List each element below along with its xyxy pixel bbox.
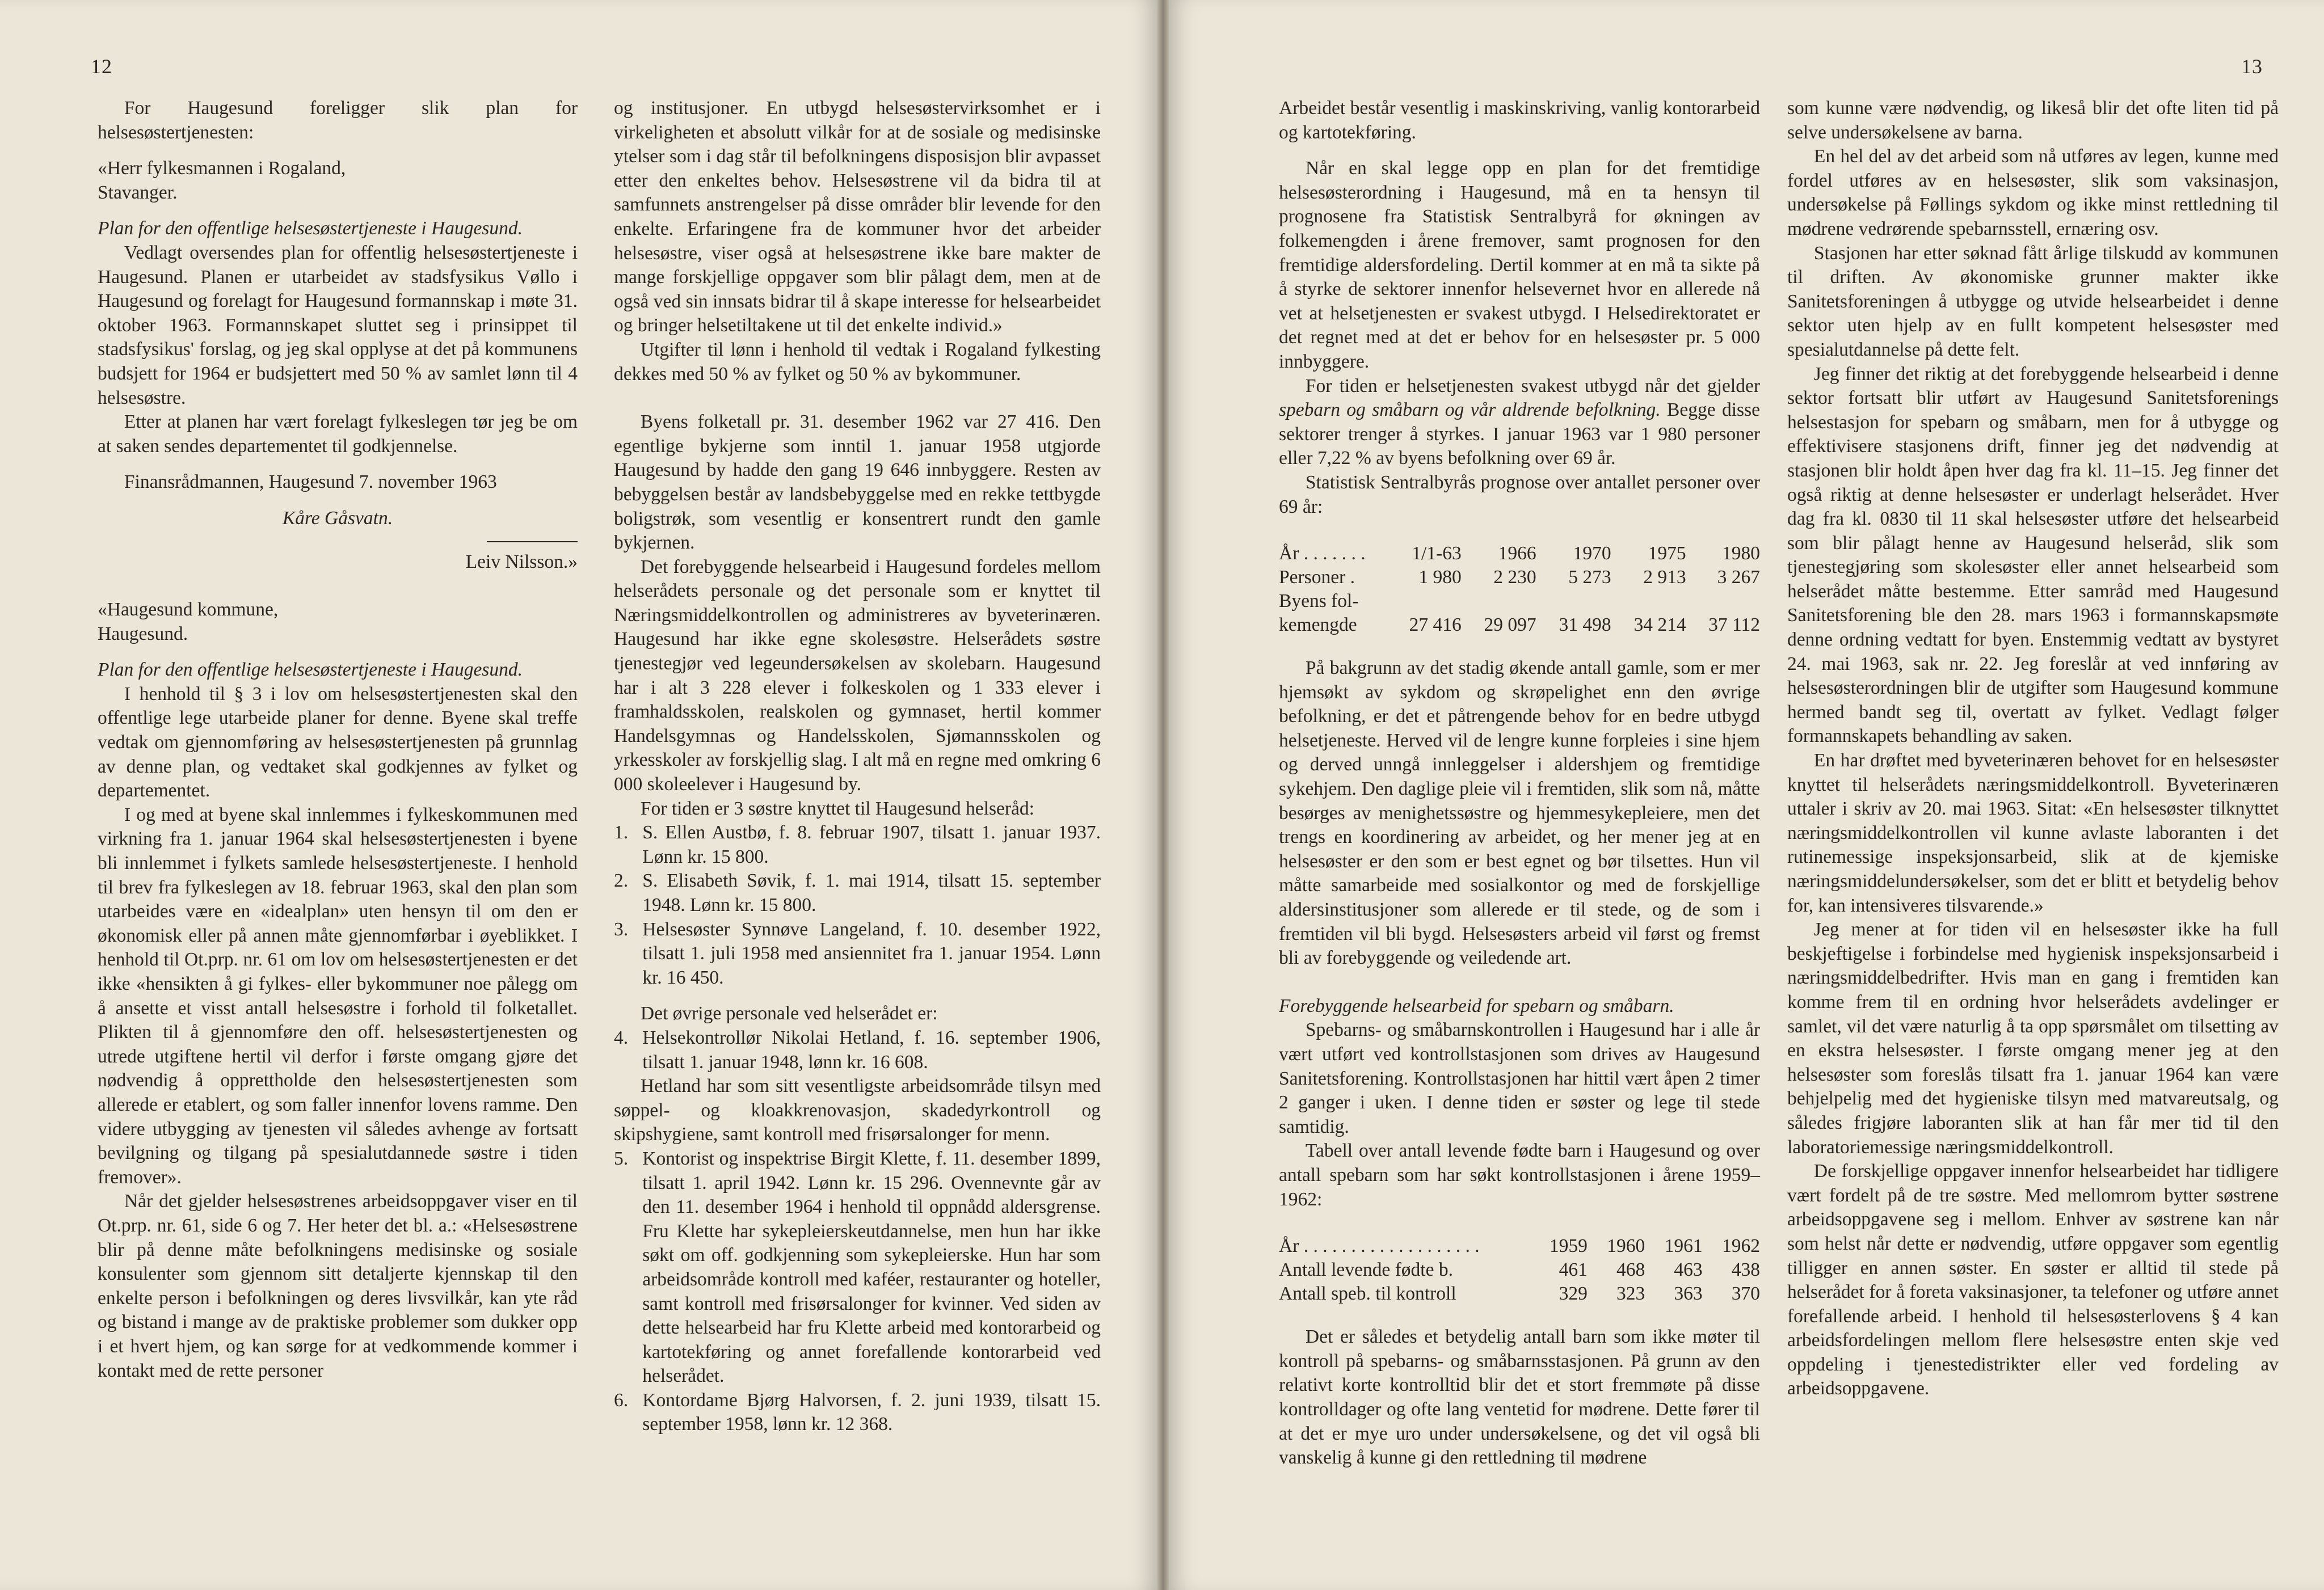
- paragraph: og institusjoner. En utbygd helsesøstervirksomhet er i virkeligheten et absolutt vilkår for at de sosiale og medisinske ytelser som i dag står til befolkningens disposisjon blir avpasset etter den enkeltes behov. Helsesøstrene vil da bidra til at samfunnets anstrengelser på disse områder blir levende for den enkelte. Erfaringene fra de kommuner hvor det arbeider helsesøstre, viser også at helsesøstrene ikke bare makter de mange forskjellige oppgaver som blir pålagt dem, men at de også ved sin innsats bidrar til å skape interesse for helsearbeidet og bringer helsetiltakene ut til det enkelte individ.»: [614, 98, 1101, 336]
- table-row: År . . . . . . . 1/1-63 1966 1970 1975 1980: [1279, 543, 1760, 564]
- staff-list: [614, 1026, 1101, 1074]
- paragraph: Det øvrige personale ved helserådet er:: [640, 1003, 938, 1024]
- paragraph: Spebarns- og småbarnskontrollen i Haugesund har i alle år vært utført ved kontrollstasjonen som drives av Haugesund Sanitetsforening. Kontrollstasjonen har hittil vært åpen 2 timer 2 ganger i uken. I denne tiden er søster og lege til stede samtidig.: [1279, 1019, 1760, 1137]
- list-item: 6. Kontordame Bjørg Halvorsen, f. 2. juni 1939, tilsatt 15. september 1958, lønn kr. 12 368.: [614, 1389, 1101, 1435]
- signature-rule: [487, 541, 578, 542]
- paragraph: Når det gjelder helsesøstrenes arbeidsoppgaver viser en til Ot.prp. nr. 61, side 6 og 7. Her heter det bl. a.: «Helsesøstrene blir på denne måte befolkningens medisinske og sosiale konsulenter som gjennom sitt detaljerte kjennskap til den enkelte person i befolkningen og deres livsvilkår, kan yte råd og bistand i mange av de praktiske problemer som dukker opp i et hvert hjem, og kan sørge for at vedkommende kommer i kontakt med de rette personer: [98, 1191, 578, 1381]
- address-line: Stavanger.: [98, 182, 178, 203]
- address-line: Haugesund.: [98, 623, 188, 644]
- paragraph: En har drøftet med byveterinæren behovet for en helsesøster knyttet til helserådets næringsmiddelkontroll. Byveterinæren uttaler i skriv av 20. mai 1963. Sitat: «En helsesøster tilknyttet næringsmiddelkontrollen vil kunne avlaste laboranten i det rutinemessige inspeksjonsarbeid, slik at de kjemiske næringsmiddelundersøkelser, som det er blitt et betydelig behov for, kan intensiveres tilsvarende.»: [1787, 750, 2279, 916]
- paragraph: På bakgrunn av det stadig økende antall gamle, som er mer hjemsøkt av sykdom og skrøpelighet enn den øvrige befolkning, er det et påtrengende behov for en bedre utbygd helsetjeneste. Herved vil de lengre kunne forpleies i sine hjem og derved unngå innleggelser i aldershjem og fremtidige sykehjem. Den daglige pleie vil i fremtiden, slik som nå, måtte besørges av menighetssøstre og hjemmesykepleiere, men det trengs en koordinering av arbeidet, og her mener jeg at en helsesøster er den som er best egnet og bør tilsettes. Hun vil måtte samarbeide med sosialkontor og med de forskjellige aldersinstitusjoner som allerede er til stede, og de som i fremtiden vil bli bygd. Helsesøsters arbeid vil først og fremst bli av forebyggende og veiledende art.: [1279, 657, 1760, 969]
- signature: Kåre Gåsvatn.: [282, 507, 393, 529]
- signature: Leiv Nilsson.»: [465, 551, 578, 572]
- section-heading: Forebyggende helsearbeid for spebarn og småbarn.: [1279, 995, 1674, 1017]
- text-column: [1279, 96, 1760, 1470]
- paragraph: Jeg finner det riktig at det forebyggende helsearbeid i denne sektor fortsatt blir utført av Haugesund Sanitetsforenings helsestasjon for spebarn og småbarn, men for å utbygge og effektivisere stasjonens drift, finner jeg det nødvendig at stasjonen blir holdt åpen hver dag fra kl. 11–15. Jeg finner det også riktig at denne helsesøster er underlagt helserådet. Hver dag fra kl. 0830 til 11 skal helsesøster utføre det helsearbeid som blir pålagt henne av Haugesund helseråd, slik som tjenestegjøring som skolesøster eller annet helsearbeid som helserådet måtte bestemme. Etter samråd med Haugesund Sanitetsforening ble den 28. mars 1963 i formannskapsmøte denne ordning vedtatt for byen. Enstemmig vedtatt av bystyret 24. mai 1963, sak nr. 22. Jeg foreslår at ved innføring av helsesøsterordningen blir de utgifter som Haugesund kommune hermed bandt seg til, overtatt av fylket. Vedlagt følger formannskapets behandling av saken.: [1787, 363, 2279, 747]
- paragraph: I henhold til § 3 i lov om helsesøstertjenesten skal den offentlige lege utarbeide planer for denne. Byene skal treffe vedtak om gjennomføring av helsesøstertjenesten på grunnlag av denne plan, og vedtaket skal godkjennes av fylket og departementet.: [98, 683, 578, 802]
- paragraph: Etter at planen har vært forelagt fylkeslegen tør jeg be om at saken sendes departementet til godkjennelse.: [98, 411, 578, 457]
- paragraph: Det er således et betydelig antall barn som ikke møter til kontroll på spebarns- og småbarnsstasjonen. På grunn av den relativt korte kontrolltid blir det et stort fremmøte på disse kontrolldager og ofte lang ventetid for mødrene. Dette fører til at det er mye uro under undersøkelsene, og det vil også bli vanskelig å kunne gi den rettledning til mødrene: [1279, 1326, 1760, 1469]
- text-column: [1787, 96, 2279, 1401]
- paragraph: Stasjonen har etter søknad fått årlige tilskudd av kommunen til driften. Av økonomiske grunner makter ikke Sanitetsforeningen å utbygge og utvide helsearbeidet i denne sektor uten hjelp av en fullt kompetent helsesøster med spesialutdannelse på dette felt.: [1787, 242, 2279, 360]
- right-page: [1169, 0, 2324, 1590]
- paragraph: I og med at byene skal innlemmes i fylkeskommunen med virkning fra 1. januar 1964 skal helsesøstertjenesten i byene bli innlemmet i fylkets samlede helsesøstertjeneste. I henhold til brev fra fylkeslegen av 18. februar 1963, skal den plan som utarbeides være en «idealplan» uten hensyn til om den er økonomisk eller på annen måte gjennomførbar i øyeblikket. I henhold til Ot.prp. nr. 61 om lov om helsesøstertjenesten er det ikke «hensikten å gi fylkes- eller bykommuner noe pålegg om å ansette et visst antall helsesøstre i forhold til folketallet. Plikten til å gjennomføre den off. helsesøstertjenesten og utrede utgiftene hertil vil derfor i første omgang gjøre det nødvendig å opprettholde den helsesøstertjenesten som allerede er etablert, og som faller innenfor lovens ramme. Den videre utbygging av tjenesten vil således avhenge av fortsatt bevilgning og tilgang på spesialutdannede søstre i tiden fremover».: [98, 804, 578, 1188]
- table-row: År . . . . . . . . . . . . . . . . . . . 1959 1960 1961 1962: [1279, 1235, 1760, 1257]
- paragraph: For tiden er helsetjenesten svakest utbygd når det gjelder spebarn og småbarn og vår aldrende befolkning. Begge disse sektorer trenger å styrkes. I januar 1963 var 1 980 personer eller 7,22 % av byens befolkning over 69 år.: [1279, 375, 1760, 469]
- table-row: Personer . 1 980 2 230 5 273 2 913 3 267: [1279, 567, 1760, 588]
- paragraph: For Haugesund foreligger slik plan for helsesøstertjenesten:: [98, 98, 578, 143]
- population-table: [1279, 542, 1760, 637]
- table-row: kemengde 27 416 29 097 31 498 34 214 37 112: [1279, 614, 1760, 636]
- address-line: «Herr fylkesmannen i Rogaland,: [98, 158, 346, 179]
- paragraph: Hetland har som sitt vesentligste arbeidsområde tilsyn med søppel- og kloakkrenovasjon, skadedyrkontroll og skipshygiene, samt kontroll med frisørsalonger for menn.: [614, 1076, 1101, 1145]
- paragraph: Jeg mener at for tiden vil en helsesøster ikke ha full beskjeftigelse i forbindelse med hygienisk inspeksjonsarbeid i næringsmiddelbedrifter. Hvis man en gang i fremtiden kan komme frem til en ordning hvor helserådets avdelinger er samlet, vil det være naturlig å ta opp spørsmålet om tilsetting av en ekstra helsesøster. I første omgang mener jeg at den helsesøster som foreslås tilsatt fra 1. januar 1964 kan være behjelpelig med det hygieniske tilsyn med matvareutsalg, og således frigjøre laboranten slik at han får mer tid til den laboratoriemessige næringsmiddelkontroll.: [1787, 919, 2279, 1158]
- paragraph: som kunne være nødvendig, og likeså blir det ofte liten tid på selve undersøkelsene av barna.: [1787, 98, 2279, 143]
- paragraph: Det forebyggende helsearbeid i Haugesund fordeles mellom helserådets personale og det personale som er knyttet til Næringsmiddelkontrollen og administreres av byveterinæren. Haugesund har ikke egne skolesøstre. Helserådets søstre tjenestegjør ved legeundersøkelsen av skolebarn. Haugesund har i alt 3 228 elever i folkeskolen og 1 333 elever i framhaldsskolen, realskolen og gymnaset, hertil kommer Handelsgymnas og Handelsskolen, Sjømannsskolen og yrkesskoler av forskjellig slag. I alt må en regne med omkring 6 000 skoleelever i Haugesund by.: [614, 556, 1101, 795]
- births-table: [1279, 1234, 1760, 1306]
- list-item: 1. S. Ellen Austbø, f. 8. februar 1907, tilsatt 1. januar 1937. Lønn kr. 15 800.: [614, 822, 1101, 867]
- address-line: «Haugesund kommune,: [98, 599, 279, 621]
- list-item: 5. Kontorist og inspektrise Birgit Klette, f. 11. desember 1899, tilsatt 1. april 1942. Lønn kr. 15 296. Ovennevnte går av den 11. desember 1964 i henhold til oppnådd aldersgrense. Fru Klette har sykepleierskeutdannelse, men hun har ikke søkt om off. godkjenning som sykepleierske. Hun har som arbeidsområde kontroll med kaféer, restauranter og hoteller, samt kontroll med frisørsalonger for kvinner. Ved siden av dette helsearbeid har fru Klette arbeid med kontorarbeid og kartotekføring og annet forefallende kontorarbeid ved helserådet.: [614, 1148, 1101, 1387]
- staff-list: [614, 821, 1101, 990]
- staff-list: [614, 1147, 1101, 1437]
- book-gutter: [1157, 0, 1169, 1590]
- table-row: Byens fol-: [1279, 591, 1359, 612]
- text-column: [98, 96, 578, 1383]
- left-page: [0, 0, 1157, 1590]
- page-number: 13: [2241, 55, 2263, 78]
- page-number: 12: [91, 55, 112, 78]
- table-row: Antall speb. til kontroll 329 323 363 370: [1279, 1283, 1760, 1305]
- paragraph: For tiden er 3 søstre knyttet til Haugesund helseråd:: [640, 798, 1034, 819]
- list-item: 2. S. Elisabeth Søvik, f. 1. mai 1914, tilsatt 15. september 1948. Lønn kr. 15 800.: [614, 870, 1101, 916]
- paragraph: Tabell over antall levende fødte barn i Haugesund og over antall spebarn som har søkt kontrollstasjonen i årene 1959–1962:: [1279, 1140, 1760, 1210]
- plan-title: Plan for den offentlige helsesøstertjeneste i Haugesund.: [98, 659, 523, 681]
- table-row: Antall levende fødte b. 461 468 463 438: [1279, 1259, 1760, 1281]
- paragraph: Statistisk Sentralbyrås prognose over antallet personer over 69 år:: [1279, 471, 1760, 517]
- list-item: 4. Helsekontrollør Nikolai Hetland, f. 16. september 1906, tilsatt 1. januar 1948, lønn kr. 16 608.: [614, 1027, 1101, 1073]
- date-line: Finansrådmannen, Haugesund 7. november 1963: [124, 471, 497, 493]
- paragraph: En hel del av det arbeid som nå utføres av legen, kunne med fordel utføres av en helsesøster, slik som vaksinasjon, undersøkelse på Føllings sykdom og ikke minst rettledning til mødrene vedrørende spebarnsstell, ernæring osv.: [1787, 146, 2279, 239]
- paragraph: De forskjellige oppgaver innenfor helsearbeidet har tidligere vært fordelt på de tre søstre. Med mellomrom bytter søstrene arbeidsoppgavene seg i mellom. Enhver av søstrene kan når som helst når dette er nødvendig, utføre oppgaver som egentlig tilligger en annen søster. En søster er alltid til stede på helserådet for å foreta vaksinasjoner, ta telefoner og utføre annet forefallende arbeid. I henhold til helsesøsterlovens § 4 kan arbeidsfordelingen mellom flere helsesøstre enten skje ved oppdeling i tjenestedistrikter eller ved fordeling av arbeidsoppgavene.: [1787, 1161, 2279, 1399]
- paragraph: Arbeidet består vesentlig i maskinskriving, vanlig kontorarbeid og kartotekføring.: [1279, 98, 1760, 143]
- paragraph: Når en skal legge opp en plan for det fremtidige helsesøsterordning i Haugesund, må en ta hensyn til prognosene fra Statistisk Sentralbyrå for økningen av folkemengden i årene fremover, samt prognosen for den fremtidige aldersfordeling. Dertil kommer at en må ta sikte på å styrke de sektorer innenfor helsevernet hvor en allerede nå vet at helsetjenesten er svakest utbygd. I Helsedirektoratet er det regnet med at det er behov for en helsesøster pr. 5 000 innbyggere.: [1279, 158, 1760, 372]
- list-item: 3. Helsesøster Synnøve Langeland, f. 10. desember 1922, tilsatt 1. juli 1958 med ansiennitet fra 1. januar 1954. Lønn kr. 16 450.: [614, 918, 1101, 988]
- paragraph: Byens folketall pr. 31. desember 1962 var 27 416. Den egentlige bykjerne som inntil 1. januar 1958 utgjorde Haugesund by hadde den gang 19 646 innbyggere. Resten av bebyggelsen består av landsbebyggelse med en rekke tettbygde boligstrøk, som vesentlig er konsentrert rundt den gamle bykjernen.: [614, 411, 1101, 554]
- paragraph: Utgifter til lønn i henhold til vedtak i Rogaland fylkesting dekkes med 50 % av fylket og 50 % av bykommuner.: [614, 339, 1101, 385]
- plan-title: Plan for den offentlige helsesøstertjeneste i Haugesund.: [98, 218, 523, 239]
- text-column: [614, 96, 1101, 1437]
- paragraph: Vedlagt oversendes plan for offentlig helsesøstertjeneste i Haugesund. Planen er utarbeidet av stadsfysikus Vøllo i Haugesund og forelagt for Haugesund formannskap i møte 31. oktober 1963. Formannskapet sluttet seg i prinsippet til stadsfysikus' forslag, og jeg skal opplyse at det på kommunens budsjett for 1964 er budsjettert med 50 % av samlet lønn til 4 helsesøstre.: [98, 242, 578, 408]
